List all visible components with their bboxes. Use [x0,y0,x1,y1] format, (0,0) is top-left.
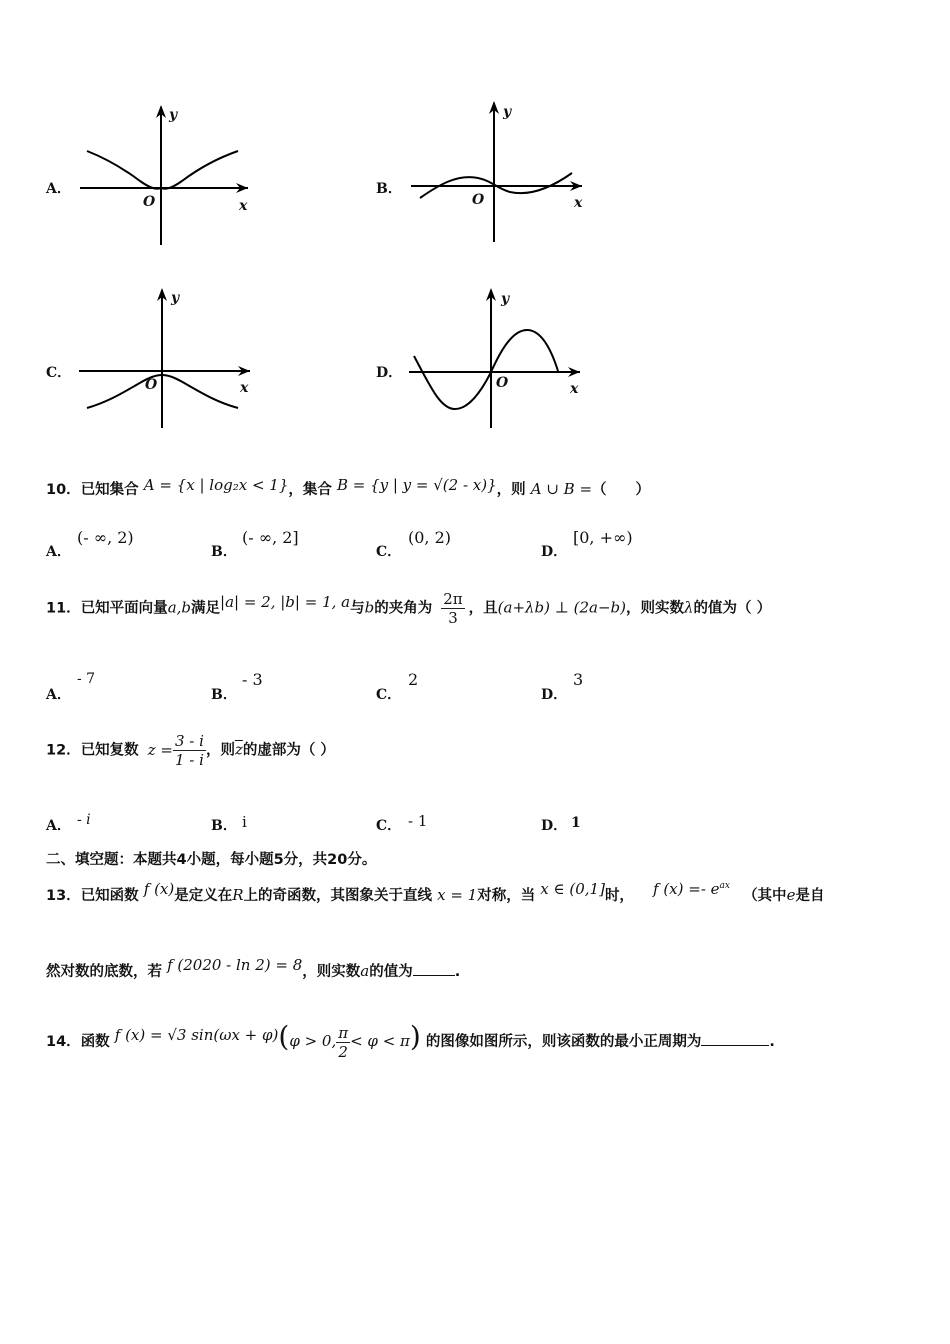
graph-d-x-label: x [570,381,579,397]
text: 已知平面向量 [80,600,168,617]
text: （其中 [743,888,787,904]
graph-c-x-label: x [240,380,249,396]
question-number: 12． [46,742,81,759]
text: 已知集合 [80,482,139,498]
text: ，则实数 [302,964,361,980]
q11-option-b-label: B． [211,687,237,703]
option-d-label: D． [376,365,403,381]
set-b-expression: B = {y | y = √(2 - x)} [336,476,497,494]
question-14 [46,1020,775,1061]
complex-fraction [173,732,206,769]
graph-a-y-label: y [169,107,178,123]
q10-option-a-value: (- ∞, 2) [77,528,134,547]
q12-option-d-value: 1 [571,815,581,831]
answer-bracket: （ ） [592,482,651,498]
answer-blank[interactable] [413,975,455,976]
question-number: 10． [46,482,81,498]
magnitude-condition: |a| = 2, |b| = 1, a [220,592,351,611]
angle-fraction [441,590,464,627]
fraction-denominator: 1 - i [175,751,204,769]
lambda-symbol: λ [684,598,694,617]
question-10 [46,478,650,499]
q12-option-b-value: i [242,813,247,831]
option-c-label: C． [46,365,72,381]
text: ，集合 [288,482,332,498]
text: 已知复数 [80,742,139,759]
section-heading: 二、填空题：本题共4小题，每小题5分，共20分。 [46,852,377,868]
text: . [769,1034,775,1050]
text: 对称，当 [477,888,536,904]
q11-option-b-value: - 3 [242,670,263,689]
text: ，则实数 [626,600,684,617]
question-13-line-1 [46,880,825,905]
vector-b: b [364,598,375,617]
a-symbol: a [360,962,370,980]
q12-option-c-value: - 1 [408,812,428,830]
question-number: 14． [46,1034,81,1050]
q10-option-b-value: (- ∞, 2] [242,528,299,547]
graph-b-x-label: x [574,195,583,211]
fraction-numerator: π [338,1023,349,1042]
fraction-denominator: 2 [336,1042,350,1061]
answer-bracket: 的虚部为（ ） [242,742,335,759]
function-expression [653,880,730,898]
fraction-denominator: 3 [441,608,464,627]
union-expression: A ∪ B = [530,480,593,498]
text: 时， [604,888,634,904]
question-12 [46,732,335,769]
text: 是定义在 [174,888,233,904]
text: ，且 [468,600,498,617]
graph-d-y-label: y [501,291,510,307]
graph-d-origin-label: O [496,375,509,391]
text: 函数 [80,1034,110,1050]
q10-option-d-value: [0, +∞) [573,528,633,547]
question-number: 13． [46,888,81,904]
text: 的图像如图所示，则该函数的最小正周期为 [425,1034,702,1050]
graph-b-y-label: y [503,104,512,120]
text: 然对数的底数，若 [46,964,162,980]
text: 上的奇函数，其图象关于直线 [243,888,433,904]
domain-interval: x ∈ (0,1] [540,880,605,898]
vectors-ab: a,b [167,598,192,617]
q11-option-a-value: - 7 [77,671,96,687]
condition-left: φ > 0, [289,1032,337,1050]
q12-option-d-label: D． [541,818,568,834]
text: 与 [350,600,365,617]
answer-blank[interactable] [701,1045,769,1046]
text: 是自 [795,888,825,904]
parameter-condition: ( [278,1020,290,1053]
graph-c-origin-label: O [145,377,158,393]
option-a-label: A． [46,181,71,197]
graph-a-x-label: x [239,198,248,214]
question-number: 11． [46,600,81,617]
graph-b-origin-label: O [472,192,485,208]
z-conjugate: $\overline{z}$ [234,740,243,759]
text: ，则 [205,742,235,759]
text: 满足 [191,600,221,617]
q10-option-a-label: A． [46,544,71,560]
reals-symbol: R [232,886,244,904]
text: . [454,964,461,980]
pi-over-2-fraction [336,1024,350,1061]
q10-option-d-label: D． [541,544,568,560]
question-13-line-2 [46,956,461,981]
graph-c-y-label: y [171,290,180,306]
e-symbol: e [786,886,796,904]
question-11 [46,590,771,627]
set-a-expression: A = {x | log₂x < 1} [143,476,289,494]
graph-a-origin-label: O [143,194,156,210]
function-expression: f (x) = √3 sin(ωx + φ) [114,1026,279,1044]
q11-option-c-label: C． [376,687,402,703]
function-f-x: f (x) [143,880,175,898]
exponent: ax [719,881,730,891]
q11-option-d-label: D． [541,687,568,703]
expression-base: f (x) =- e [653,880,720,898]
value-condition: f (2020 - ln 2) = 8 [167,956,303,974]
fraction-numerator: 3 - i [175,732,204,750]
q10-option-c-value: (0, 2) [408,528,452,547]
z-equals: z = [147,740,173,759]
q12-option-b-label: B． [211,818,237,834]
text: 的值为 [369,964,413,980]
q12-option-a-label: A． [46,818,71,834]
q10-option-b-label: B． [211,544,237,560]
q12-option-c-label: C． [376,818,402,834]
text: ，则 [496,482,526,498]
text: 已知函数 [80,888,139,904]
symmetry-line: x = 1 [437,886,478,904]
fraction-numerator: 2π [443,590,463,608]
condition-right: < φ < π [350,1032,410,1050]
q10-option-c-label: C． [376,544,402,560]
answer-bracket: 的值为（ ） [693,600,772,617]
q12-option-a-value: - i [77,812,91,828]
q11-option-a-label: A． [46,687,71,703]
q11-option-c-value: 2 [408,670,419,689]
q11-option-d-value: 3 [573,670,584,689]
text: 的夹角为 [374,600,433,617]
close-paren: ) [409,1020,421,1053]
perpendicular-condition: (a+λb) ⊥ (2a−b) [497,598,626,617]
option-b-label: B． [376,181,402,197]
